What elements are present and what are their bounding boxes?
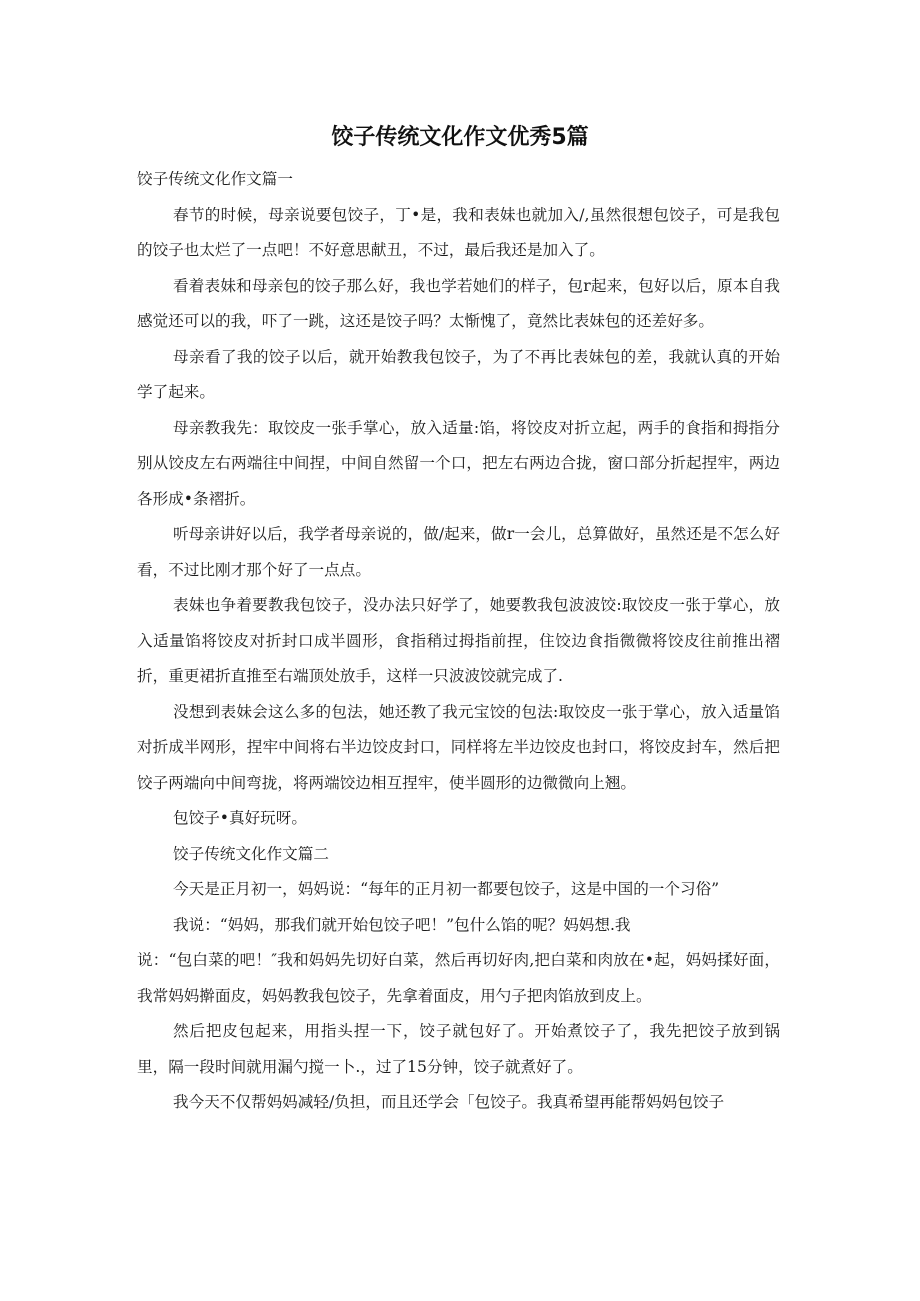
paragraph: 今天是正月初一，妈妈说：“每年的正月初一都要包饺子，这是中国的一个习俗” (173, 880, 720, 898)
paragraph: 然后把皮包起来，用指头捏一下，饺子就包好了。开始煮饺子了，我先把饺子放到锅里，隔一段时间就用漏勺搅一卜.，过了15分钟，饺子就煮好了。 (137, 1022, 780, 1076)
paragraph: 我说：“妈妈，那我们就开始包饺子吧！”包什么馅的呢？妈妈想.我 (173, 915, 631, 934)
section-heading-2: 饺子传统文化作文篇二 (173, 844, 329, 863)
section-heading-1: 饺子传统文化作文篇一 (137, 170, 293, 188)
paragraph: 说：“包白菜的吧！″我和妈妈先切好白菜，然后再切好肉,把白菜和肉放在•起，妈妈揉好面，我常妈妈擀面皮，妈妈教我包饺子，先拿着面皮，用勺子把肉馅放到皮上。 (137, 951, 780, 1005)
paragraph: 母亲教我先：取饺皮一张手掌心，放入适量:馅，将饺皮对折立起，两手的食指和拇指分别从饺皮左右两端往中间捏，中间自然留一个口，把左右两边合拢，窗口部分折起捏牢，两边各形成•条褶折。 (137, 418, 780, 508)
paragraph: 听母亲讲好以后，我学者母亲说的，做/起来，做r一会儿，总算做好，虽然还是不怎么好看，不过比刚才那个好了一点点。 (137, 525, 780, 579)
paragraph: 表妹也争着要教我包饺子，没办法只好学了，她要教我包波波饺:取饺皮一张于掌心，放入适量馅将饺皮对折封口成半圆形，食指稍过拇指前捏，住饺边食指微微将饺皮往前推出褶折，重更裙折直推至右端顶处放手，这样一只波波饺就完成了. (137, 596, 780, 685)
paragraph: 春节的时候，母亲说要包饺子，丁•是，我和表妹也就加入/,虽然很想包饺子，可是我包的饺子也太烂了一点吧！不好意思献丑，不过，最后我还是加入了。 (137, 205, 780, 259)
paragraph: 母亲看了我的饺子以后，就开始教我包饺子，为了不再比表妹包的差，我就认真的开始学了起来。 (137, 347, 780, 401)
paragraph: 看着表妹和母亲包的饺子那么好，我也学若她们的样子，包r起来，包好以后，原本自我感觉还可以的我，吓了一跳，这还是饺子吗？太惭愧了，竟然比表妹包的还差好多。 (137, 276, 780, 330)
document-body (137, 162, 780, 1121)
paragraph: 我今天不仅帮妈妈减轻/负担，而且还学会「包饺子。我真希望再能帮妈妈包饺子 (173, 1093, 725, 1111)
paragraph: 包饺子•真好玩呀。 (173, 809, 307, 827)
document-title: 饺子传统文化作文优秀5篇 (331, 125, 589, 150)
paragraph: 没想到表妹会这么多的包法，她还教了我元宝饺的包法:取饺皮一张于掌心，放入适量馅对折成半网形，捏牢中间将右半边饺皮封口，同样将左半边饺皮也封口，将饺皮封车，然后把饺子两端向中间弯拢，将两端饺边相互捏牢，使半圆形的边微微向上翘。 (137, 702, 780, 792)
